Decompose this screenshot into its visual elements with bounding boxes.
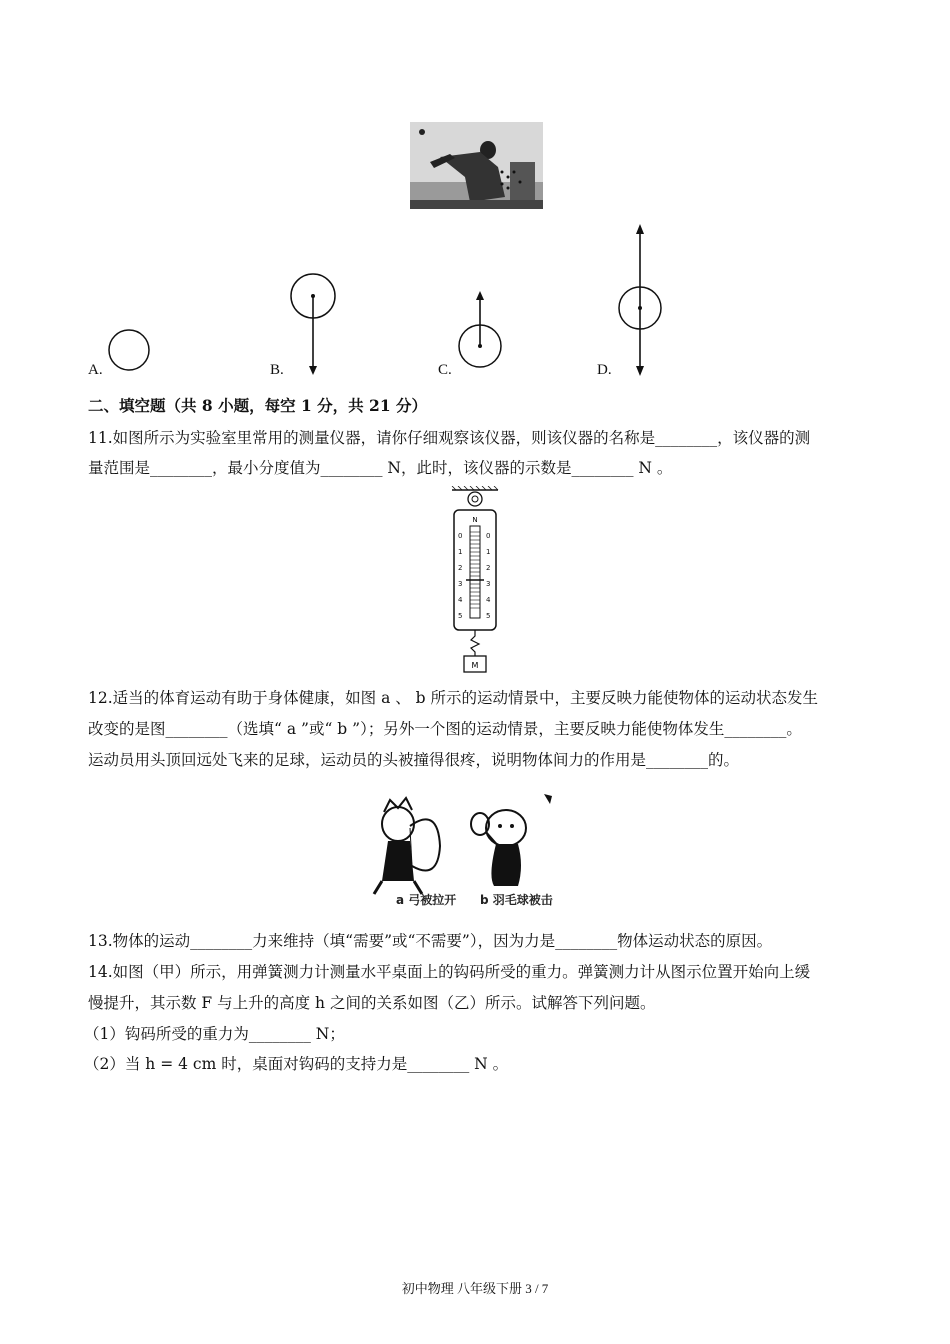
q14-line1: 14.如图（甲）所示，用弹簧测力计测量水平桌面上的钩码所受的重力。弹簧测力计从图示位置开始向上缓 — [88, 963, 811, 981]
weight-label: M — [471, 661, 479, 670]
option-a-figure — [104, 328, 154, 374]
option-d-label: D. — [597, 362, 612, 378]
q12-line2: 改变的是图________（选填“ a ”或“ b ”）；另外一个图的运动情景，主要反映力能使物体发生________。 — [88, 720, 802, 738]
tick-left-2: 2 — [458, 564, 463, 572]
q13-line1: 13.物体的运动________力来维持（填“需要”或“不需要”），因为力是________物体运动状态的原因。 — [88, 932, 773, 950]
caption-a: a 弓被拉开 — [396, 893, 457, 907]
tick-right-5: 5 — [486, 612, 491, 620]
section-heading: 二、填空题（共 8 小题，每空 1 分，共 21 分） — [88, 396, 428, 415]
tick-left-0: 0 — [458, 532, 463, 540]
q11-line1: 11.如图所示为实验室里常用的测量仪器，请你仔细观察该仪器，则该仪器的名称是________，该仪器的测 — [88, 429, 811, 447]
caption-b: b 羽毛球被击 — [480, 893, 553, 907]
spring-scale-figure — [446, 486, 504, 680]
sports-figure — [368, 786, 582, 914]
tick-left-1: 1 — [458, 548, 463, 556]
page-footer: 初中物理 八年级下册 3 / 7 — [401, 1281, 549, 1296]
tick-right-4: 4 — [486, 596, 491, 604]
q14-sub1: （1）钩码所受的重力为________ N； — [84, 1025, 345, 1043]
option-c-label: C. — [438, 362, 452, 378]
option-a-label: A. — [88, 362, 103, 378]
q12-line3: 运动员用头顶回远处飞来的足球，运动员的头被撞得很疼，说明物体间力的作用是________的。 — [88, 751, 740, 769]
option-c-figure — [455, 288, 505, 372]
q14-line2: 慢提升，其示数 F 与上升的高度 h 之间的关系如图（乙）所示。试解答下列问题。 — [88, 994, 656, 1012]
tick-left-4: 4 — [458, 596, 463, 604]
option-b-label: B. — [270, 362, 284, 378]
option-b-figure — [287, 272, 339, 378]
q14-sub2: （2）当 h = 4 cm 时，桌面对钩码的支持力是________ N 。 — [84, 1055, 509, 1073]
q11-line2: 量范围是________，最小分度值为________ N，此时，该仪器的示数是________ N 。 — [88, 459, 673, 477]
scale-unit: N — [472, 516, 478, 524]
tick-left-5: 5 — [458, 612, 463, 620]
tick-right-3: 3 — [486, 580, 491, 588]
option-d-figure — [614, 222, 666, 378]
tick-right-0: 0 — [486, 532, 491, 540]
tick-left-3: 3 — [458, 580, 463, 588]
tick-right-1: 1 — [486, 548, 491, 556]
athlete-photo — [410, 122, 543, 209]
q12-line1: 12.适当的体育运动有助于身体健康，如图 a 、 b 所示的运动情景中，主要反映力能使物体的运动状态发生 — [88, 689, 819, 707]
tick-right-2: 2 — [486, 564, 491, 572]
